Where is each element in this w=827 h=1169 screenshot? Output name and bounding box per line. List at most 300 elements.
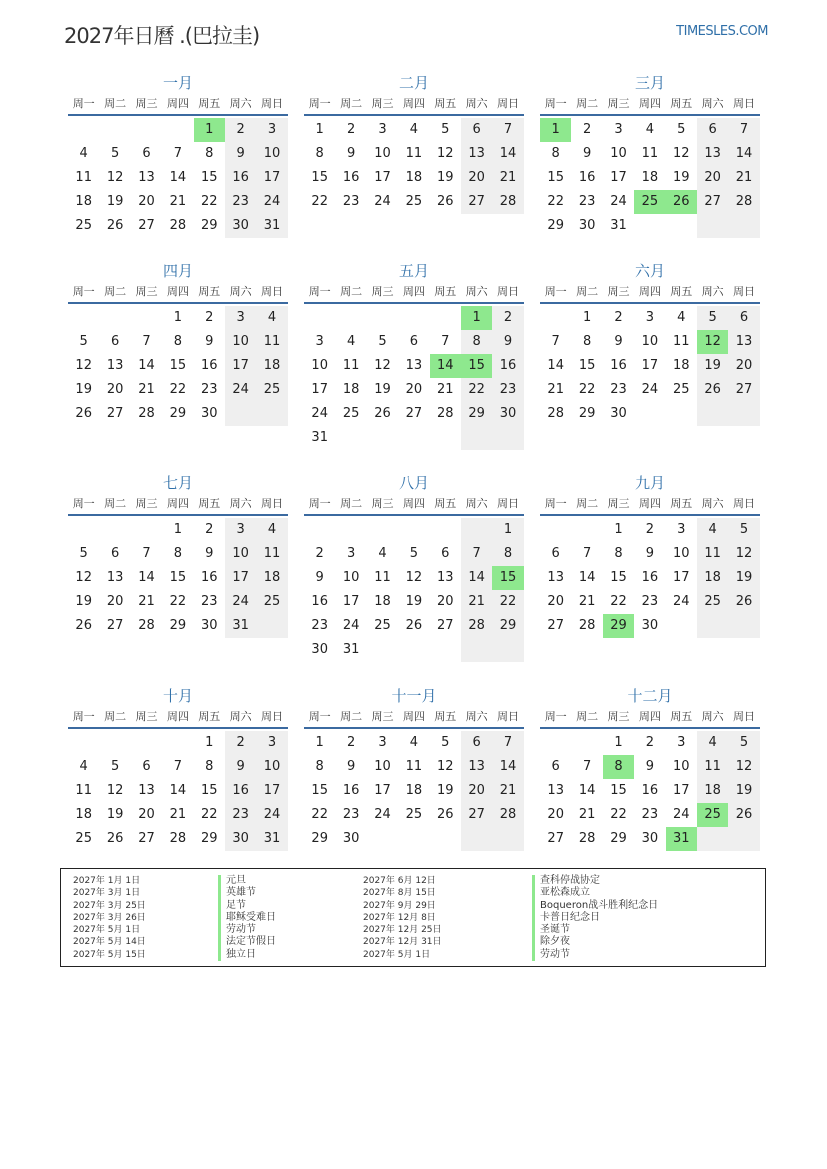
day-cell: 20 <box>547 594 564 609</box>
day-empty <box>367 426 398 450</box>
month-title: 七月 <box>162 474 193 492</box>
month-title: 二月 <box>398 74 429 92</box>
day-empty <box>68 731 99 755</box>
day-cell: 3 <box>378 735 387 750</box>
weekday-label: 周一 <box>544 497 567 510</box>
day-cell: 3 <box>677 522 686 537</box>
weekday-label: 周二 <box>576 497 599 510</box>
day-empty <box>430 638 461 662</box>
day-cell: 12 <box>374 358 391 373</box>
day-cell: 18 <box>405 783 423 798</box>
weekday-label: 周日 <box>261 97 284 110</box>
day-cell: 24 <box>672 594 690 609</box>
site-label[interactable]: TIMESLES.COM <box>676 24 768 39</box>
weekday-label: 周四 <box>638 285 661 298</box>
weekday-label: 周二 <box>104 497 127 510</box>
day-empty <box>68 118 99 142</box>
day-cell: 9 <box>645 759 654 774</box>
day-cell: 10 <box>672 759 690 774</box>
month-title: 四月 <box>162 262 193 280</box>
weekday-label: 周四 <box>402 285 425 298</box>
days-grid <box>304 518 524 662</box>
day-cell: 31 <box>311 430 328 445</box>
day-cell: 9 <box>225 142 256 166</box>
day-cell: 7 <box>461 542 492 566</box>
day-cell: 29 <box>200 831 218 846</box>
day-empty <box>728 402 759 426</box>
day-cell: 4 <box>409 122 418 137</box>
page-title: 2027年日曆 .(巴拉圭) <box>64 24 260 48</box>
day-cell: 6 <box>441 546 450 561</box>
day-cell: 16 <box>342 783 360 798</box>
weekday-label: 周六 <box>229 710 252 723</box>
day-cell: 22 <box>492 590 523 614</box>
day-cell: 19 <box>728 566 759 590</box>
weekday-label: 周六 <box>229 285 252 298</box>
day-cell: 16 <box>225 166 256 190</box>
day-empty <box>304 306 335 330</box>
holiday-name: 耶稣受难日 <box>218 912 276 924</box>
day-cell: 3 <box>645 310 654 325</box>
day-cell: 16 <box>200 358 218 373</box>
day-cell: 30 <box>200 406 218 421</box>
day-cell: 19 <box>436 170 454 185</box>
day-empty <box>367 827 398 851</box>
day-empty <box>540 518 571 542</box>
weekday-header <box>68 494 288 516</box>
day-empty <box>256 402 287 426</box>
weekday-label: 周六 <box>229 497 252 510</box>
weekday-label: 周一 <box>72 710 95 723</box>
day-cell: 24 <box>256 190 287 214</box>
day-holiday: 25 <box>634 190 665 214</box>
day-cell: 12 <box>75 570 92 585</box>
day-cell: 5 <box>441 735 450 750</box>
day-empty <box>162 118 193 142</box>
days-grid <box>540 518 760 638</box>
day-empty <box>540 731 571 755</box>
weekday-label: 周六 <box>465 497 488 510</box>
weekday-header <box>540 494 760 516</box>
day-cell: 10 <box>225 542 256 566</box>
day-cell: 6 <box>409 334 418 349</box>
day-cell: 29 <box>169 618 187 633</box>
day-cell: 1 <box>315 735 324 750</box>
weekday-label: 周三 <box>607 497 630 510</box>
day-cell: 2 <box>346 735 356 750</box>
day-cell: 13 <box>106 570 124 585</box>
holiday-name: 亚松森成立 <box>532 887 658 899</box>
day-cell: 10 <box>672 546 690 561</box>
day-cell: 5 <box>728 518 759 542</box>
day-cell: 11 <box>75 170 92 185</box>
day-cell: 3 <box>256 118 287 142</box>
weekday-label: 周一 <box>544 710 567 723</box>
holiday-list <box>60 868 766 967</box>
day-cell: 25 <box>374 618 391 633</box>
weekday-label: 周日 <box>497 285 520 298</box>
day-cell: 16 <box>578 170 596 185</box>
day-cell: 10 <box>342 570 360 585</box>
day-cell: 30 <box>641 618 659 633</box>
day-cell: 25 <box>75 218 92 233</box>
day-cell: 22 <box>461 378 492 402</box>
day-cell: 8 <box>205 759 214 774</box>
weekday-header <box>68 707 288 729</box>
day-cell: 21 <box>492 779 523 803</box>
day-cell: 23 <box>342 194 360 209</box>
day-empty <box>571 518 602 542</box>
day-cell: 3 <box>225 306 256 330</box>
day-cell: 3 <box>315 334 324 349</box>
weekday-header <box>540 94 760 116</box>
weekday-label: 周六 <box>701 97 724 110</box>
day-empty <box>697 827 728 851</box>
day-holiday: 1 <box>540 118 571 142</box>
day-cell: 13 <box>697 142 728 166</box>
day-cell: 29 <box>200 218 218 233</box>
day-cell: 4 <box>256 306 287 330</box>
day-cell: 31 <box>256 214 287 238</box>
day-cell: 28 <box>578 618 596 633</box>
day-cell: 28 <box>492 190 523 214</box>
day-cell: 30 <box>342 831 360 846</box>
day-cell: 28 <box>138 618 155 633</box>
month-title: 一月 <box>162 74 193 92</box>
month-9 <box>540 472 760 638</box>
day-cell: 20 <box>405 382 423 397</box>
holiday-name: 独立日 <box>218 949 276 961</box>
day-cell: 24 <box>225 378 256 402</box>
holiday-name: Boqueron战斗胜利纪念日 <box>532 900 658 912</box>
weekday-label: 周三 <box>607 285 630 298</box>
day-cell: 15 <box>547 170 564 185</box>
day-cell: 27 <box>138 218 155 233</box>
weekday-label: 周六 <box>701 285 724 298</box>
day-empty <box>697 614 728 638</box>
day-cell: 6 <box>461 731 492 755</box>
day-cell: 9 <box>492 330 523 354</box>
day-cell: 8 <box>173 334 182 349</box>
day-empty <box>540 306 571 330</box>
day-cell: 30 <box>311 642 328 657</box>
day-cell: 30 <box>610 406 627 421</box>
day-cell: 17 <box>342 594 360 609</box>
weekday-label: 周五 <box>434 710 457 723</box>
day-cell: 1 <box>173 310 182 325</box>
weekday-header <box>68 282 288 304</box>
day-cell: 10 <box>256 142 287 166</box>
month-title: 六月 <box>634 262 665 280</box>
day-cell: 22 <box>610 594 627 609</box>
day-cell: 13 <box>547 570 564 585</box>
day-cell: 15 <box>200 783 218 798</box>
day-cell: 1 <box>614 522 623 537</box>
day-cell: 15 <box>311 170 328 185</box>
day-cell: 19 <box>374 382 391 397</box>
weekday-label: 周四 <box>638 710 661 723</box>
weekday-label: 周二 <box>576 285 599 298</box>
day-cell: 9 <box>614 334 623 349</box>
day-cell: 5 <box>697 306 728 330</box>
day-cell: 30 <box>641 831 659 846</box>
day-cell: 27 <box>728 378 759 402</box>
weekday-header <box>304 494 524 516</box>
day-cell: 24 <box>641 382 659 397</box>
day-cell: 17 <box>374 170 391 185</box>
weekday-header <box>304 282 524 304</box>
holiday-date: 2027年 5月 1日 <box>363 949 431 960</box>
day-cell: 6 <box>110 334 120 349</box>
day-cell: 17 <box>256 166 287 190</box>
day-cell: 4 <box>346 334 356 349</box>
day-empty <box>492 426 523 450</box>
day-cell: 27 <box>436 618 454 633</box>
weekday-label: 周日 <box>497 497 520 510</box>
day-empty <box>68 518 99 542</box>
day-cell: 24 <box>374 194 391 209</box>
day-holiday: 12 <box>697 330 728 354</box>
day-cell: 18 <box>641 170 659 185</box>
day-cell: 20 <box>697 166 728 190</box>
day-cell: 8 <box>582 334 592 349</box>
day-holiday: 31 <box>666 827 697 851</box>
day-cell: 1 <box>582 310 592 325</box>
day-cell: 16 <box>200 570 218 585</box>
holiday-date: 2027年 12月 31日 <box>363 937 442 948</box>
day-cell: 27 <box>106 406 124 421</box>
day-cell: 12 <box>75 358 92 373</box>
day-cell: 23 <box>200 594 218 609</box>
day-cell: 2 <box>315 546 324 561</box>
day-cell: 13 <box>547 783 564 798</box>
day-empty <box>728 827 759 851</box>
weekday-label: 周二 <box>340 710 363 723</box>
day-cell: 26 <box>106 831 124 846</box>
weekday-label: 周五 <box>670 285 693 298</box>
day-cell: 6 <box>551 759 560 774</box>
day-cell: 17 <box>374 783 391 798</box>
day-cell: 27 <box>547 831 564 846</box>
day-cell: 27 <box>697 190 728 214</box>
day-cell: 25 <box>342 406 360 421</box>
day-empty <box>571 731 602 755</box>
weekday-label: 周日 <box>261 285 284 298</box>
day-cell: 28 <box>728 190 759 214</box>
day-empty <box>430 827 461 851</box>
month-7 <box>68 472 288 638</box>
day-cell: 10 <box>311 358 328 373</box>
weekday-label: 周五 <box>670 497 693 510</box>
holiday-name: 查科停战协定 <box>532 875 658 887</box>
day-cell: 31 <box>256 827 287 851</box>
weekday-label: 周六 <box>465 285 488 298</box>
day-cell: 2 <box>225 118 256 142</box>
day-cell: 28 <box>169 218 187 233</box>
day-cell: 7 <box>582 546 592 561</box>
day-cell: 21 <box>436 382 454 397</box>
day-cell: 14 <box>461 566 492 590</box>
day-cell: 17 <box>311 382 328 397</box>
day-cell: 14 <box>728 142 759 166</box>
day-cell: 18 <box>374 594 391 609</box>
day-cell: 29 <box>169 406 187 421</box>
day-empty <box>666 402 697 426</box>
day-cell: 21 <box>492 166 523 190</box>
weekday-label: 周六 <box>701 710 724 723</box>
day-cell: 10 <box>225 330 256 354</box>
day-cell: 17 <box>225 354 256 378</box>
weekday-label: 周一 <box>308 710 331 723</box>
day-cell: 13 <box>138 783 155 798</box>
day-cell: 23 <box>492 378 523 402</box>
day-cell: 24 <box>672 807 690 822</box>
day-cell: 3 <box>346 546 356 561</box>
day-cell: 14 <box>547 358 564 373</box>
month-3 <box>540 72 760 238</box>
day-empty <box>367 306 398 330</box>
day-cell: 1 <box>614 735 623 750</box>
day-cell: 21 <box>547 382 564 397</box>
day-cell: 26 <box>436 807 454 822</box>
day-cell: 27 <box>461 803 492 827</box>
day-cell: 13 <box>461 755 492 779</box>
weekday-label: 周五 <box>670 710 693 723</box>
weekday-label: 周二 <box>340 97 363 110</box>
weekday-label: 周三 <box>135 97 158 110</box>
day-cell: 8 <box>461 330 492 354</box>
day-cell: 24 <box>610 194 627 209</box>
day-cell: 14 <box>138 570 155 585</box>
day-empty <box>728 214 759 238</box>
day-cell: 30 <box>225 214 256 238</box>
days-grid <box>68 731 288 851</box>
month-1 <box>68 72 288 238</box>
day-cell: 25 <box>75 831 92 846</box>
day-empty <box>697 402 728 426</box>
day-cell: 9 <box>225 755 256 779</box>
month-12 <box>540 685 760 851</box>
holiday-date: 2027年 12月 8日 <box>363 912 436 923</box>
day-cell: 9 <box>645 546 654 561</box>
day-cell: 17 <box>641 358 659 373</box>
day-cell: 2 <box>205 522 214 537</box>
weekday-label: 周日 <box>497 97 520 110</box>
day-cell: 2 <box>645 522 654 537</box>
day-cell: 16 <box>225 779 256 803</box>
day-cell: 25 <box>256 378 287 402</box>
day-cell: 30 <box>492 402 523 426</box>
weekday-label: 周三 <box>371 97 394 110</box>
days-grid <box>304 306 524 450</box>
day-cell: 4 <box>378 546 387 561</box>
month-6 <box>540 260 760 426</box>
day-cell: 7 <box>441 334 450 349</box>
day-empty <box>131 731 162 755</box>
day-cell: 22 <box>578 382 596 397</box>
day-cell: 5 <box>378 334 387 349</box>
day-cell: 22 <box>169 594 187 609</box>
day-cell: 2 <box>614 310 623 325</box>
day-cell: 12 <box>106 783 124 798</box>
day-empty <box>304 518 335 542</box>
day-cell: 30 <box>225 827 256 851</box>
weekday-label: 周三 <box>371 285 394 298</box>
day-empty <box>398 518 429 542</box>
day-cell: 6 <box>697 118 728 142</box>
weekday-label: 周五 <box>670 97 693 110</box>
day-cell: 29 <box>547 218 564 233</box>
holiday-date: 2027年 5月 15日 <box>73 949 146 960</box>
day-cell: 1 <box>315 122 324 137</box>
day-empty <box>99 118 130 142</box>
day-cell: 17 <box>610 170 627 185</box>
weekday-label: 周一 <box>308 285 331 298</box>
day-cell: 5 <box>79 334 88 349</box>
day-empty <box>335 518 366 542</box>
day-cell: 26 <box>405 618 423 633</box>
day-cell: 7 <box>173 146 182 161</box>
weekday-label: 周五 <box>434 97 457 110</box>
day-cell: 19 <box>697 354 728 378</box>
holiday-name: 劳动节 <box>218 924 276 936</box>
day-cell: 1 <box>492 518 523 542</box>
day-cell: 22 <box>200 194 218 209</box>
day-cell: 19 <box>672 170 690 185</box>
day-cell: 21 <box>169 194 187 209</box>
holiday-date: 2027年 12月 25日 <box>363 925 442 936</box>
day-cell: 15 <box>169 570 187 585</box>
day-cell: 7 <box>492 731 523 755</box>
day-cell: 1 <box>173 522 182 537</box>
holiday-date: 2027年 1月 1日 <box>73 876 141 886</box>
day-cell: 31 <box>610 218 627 233</box>
weekday-label: 周一 <box>72 97 95 110</box>
holiday-name: 法定节假日 <box>218 936 276 948</box>
day-cell: 20 <box>461 779 492 803</box>
weekday-label: 周六 <box>465 710 488 723</box>
day-holiday: 29 <box>603 614 634 638</box>
day-cell: 12 <box>728 542 759 566</box>
day-cell: 22 <box>200 807 218 822</box>
day-cell: 13 <box>405 358 423 373</box>
day-empty <box>666 614 697 638</box>
day-cell: 27 <box>405 406 423 421</box>
day-cell: 23 <box>342 807 360 822</box>
day-cell: 26 <box>697 378 728 402</box>
day-cell: 12 <box>672 146 690 161</box>
day-cell: 7 <box>551 334 560 349</box>
day-cell: 5 <box>409 546 418 561</box>
month-4 <box>68 260 288 426</box>
day-cell: 9 <box>346 759 356 774</box>
day-cell: 28 <box>436 406 454 421</box>
day-cell: 22 <box>311 194 328 209</box>
day-cell: 28 <box>578 831 596 846</box>
day-cell: 12 <box>106 170 124 185</box>
day-cell: 12 <box>436 759 454 774</box>
day-cell: 10 <box>374 759 391 774</box>
weekday-label: 周一 <box>544 285 567 298</box>
day-cell: 8 <box>614 546 623 561</box>
holiday-name: 英雄节 <box>218 887 276 899</box>
day-cell: 2 <box>225 731 256 755</box>
day-cell: 5 <box>110 146 120 161</box>
day-empty <box>99 731 130 755</box>
days-grid <box>540 731 760 851</box>
day-cell: 28 <box>169 831 187 846</box>
day-cell: 27 <box>547 618 564 633</box>
